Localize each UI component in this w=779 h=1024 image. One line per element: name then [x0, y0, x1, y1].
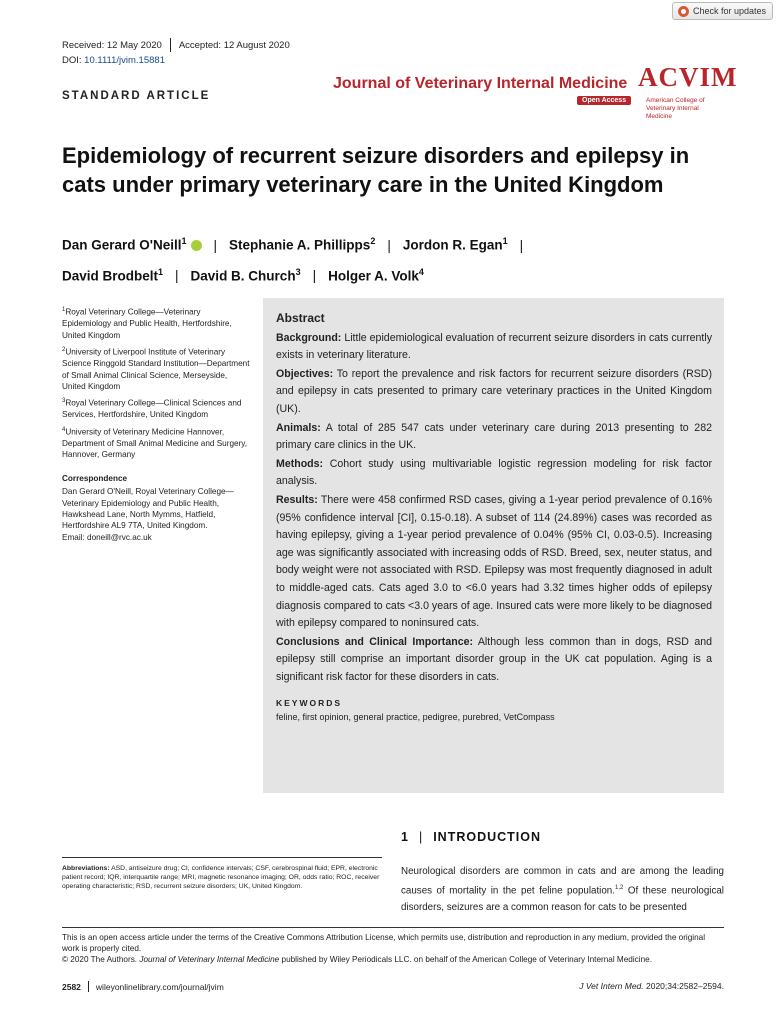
affiliations: [62, 305, 250, 543]
citation-volume: 2020;34:2582–2594.: [643, 981, 724, 991]
abstract-section: [276, 366, 712, 419]
introduction-paragraph: [401, 863, 724, 916]
author-affiliation-mark: 1: [158, 266, 164, 277]
abstract-section: [276, 330, 712, 365]
section-divider: |: [418, 830, 424, 844]
citation: [579, 981, 724, 992]
abstract-text: To report the prevalence and risk factors for recurrent seizure disorders (RSD) and epilepsy in cats presented to primary care veterinary practices in the United Kingdom (UK).: [276, 367, 712, 415]
author-affiliation-mark: 1: [181, 236, 187, 246]
abstract-label: Objectives:: [276, 367, 334, 380]
intro-text-start: Neurological disorders are common in cats and are among the leading causes of mortality in the pet feline population.: [401, 866, 724, 897]
check-for-updates-label: Check for updates: [692, 6, 766, 16]
section-title: INTRODUCTION: [433, 830, 542, 844]
journal-url[interactable]: wileyonlinelibrary.com/journal/jvim: [95, 981, 224, 992]
keywords-list: feline, first opinion, general practice, pedigree, purebred, VetCompass: [276, 712, 555, 723]
abstract-heading: Abstract: [276, 311, 325, 325]
crossmark-icon: [678, 6, 689, 17]
affiliation-item: [62, 396, 250, 421]
citation-journal: J Vet Intern Med.: [579, 981, 644, 991]
author-separator: |: [312, 268, 317, 283]
author-separator: |: [387, 237, 391, 253]
author-name: David B. Church: [190, 268, 296, 283]
abstract-section: [276, 456, 712, 491]
article-title: Epidemiology of recurrent seizure disorders and epilepsy in cats under primary veterinary care in the United Kingdom: [62, 143, 690, 197]
abstract-text: A total of 285 547 cats under veterinary care during 2013 presenting to 282 primary care clinics in the UK.: [276, 421, 712, 452]
footer-divider: [88, 981, 89, 992]
abstract-text: Cohort study using multivariable logistic regression modeling for risk factor analysis.: [276, 457, 712, 488]
copyright-suffix: published by Wiley Periodicals LLC. on behalf of the American College of Veterinary Internal Medicine.: [279, 955, 652, 964]
affiliation-item: [62, 425, 250, 461]
copyright-prefix: © 2020 The Authors.: [62, 955, 140, 964]
doi-link[interactable]: 10.1111/jvim.15881: [84, 55, 165, 66]
intro-text-end: Of these neurological disorders, seizures are a common reason for cats to be presented: [401, 885, 724, 914]
abbreviations-label: Abbreviations:: [62, 865, 110, 872]
abbreviations-text: ASD, antiseizure drug; CI, confidence intervals; CSF, cerebrospinal fluid; EPR, electronic patient record; IQR, interquartile range; MRI, magnetic resonance imaging; OR, odds ratio; ROC, receiver operating characteristic; RSD, recurrent seizure disorders; UK, United Kingdom.: [62, 865, 380, 891]
article-dates: [62, 38, 290, 52]
abstract-section: [276, 634, 712, 687]
orcid-icon[interactable]: [191, 240, 202, 251]
author-list: [62, 228, 722, 289]
abstract-box: [263, 298, 724, 793]
author-name: Stephanie A. Phillipps: [229, 237, 371, 253]
abstract-section: [276, 420, 712, 455]
check-for-updates-button[interactable]: [672, 2, 773, 20]
author-affiliation-mark: 4: [418, 266, 424, 277]
acvim-logo: ACVIM: [638, 62, 738, 92]
author-affiliation-mark: 3: [295, 266, 301, 277]
abstract-label: Methods:: [276, 457, 324, 470]
page-number: 2582: [62, 981, 81, 992]
author-separator: |: [519, 237, 524, 253]
abstract-label: Conclusions and Clinical Importance:: [276, 635, 474, 648]
doi-prefix: DOI:: [62, 55, 85, 66]
keywords-heading: KEYWORDS: [276, 698, 343, 709]
open-access-badge: Open Access: [577, 96, 631, 105]
license-text: This is an open access article under the terms of the Creative Commons Attribution License, which permits use, distribution and reproduction in any medium, provided the original work is properly cited.: [62, 933, 706, 953]
affiliation-number: 3: [62, 398, 66, 405]
correspondence-text: Dan Gerard O'Neill, Royal Veterinary College—Veterinary Epidemiology and Public Health, Hawkshead Lane, North Mymms, Hatfield, Hertfordshire AL9 7TA, United Kingdom.: [62, 487, 234, 531]
affiliation-text: University of Liverpool Institute of Veterinary Science Ringgold Standard Institution—Department of Small Animal Clinical Science, Merseyside, United Kingdom: [62, 347, 250, 391]
correspondence-heading: Correspondence: [62, 473, 128, 483]
received-date: Received: 12 May 2020: [62, 39, 162, 51]
citation-link[interactable]: 1,2: [614, 885, 624, 891]
doi-line: [62, 55, 165, 66]
affiliation-number: 1: [62, 307, 66, 313]
abstract-text: Little epidemiological evaluation of recurrent seizure disorders in cats currently exists in veterinary literature.: [276, 331, 712, 362]
author-name: Jordon R. Egan: [402, 237, 503, 253]
abstract-text: Although less common than in dogs, RSD and epilepsy still comprise an important disorder group in the UK cat population. Aging is a significant risk factor for these disorders in cats.: [276, 635, 712, 683]
copyright-line: [62, 954, 724, 965]
college-name: American College of Veterinary Internal Medicine: [646, 97, 705, 120]
article-type: STANDARD ARTICLE: [62, 90, 211, 102]
abstract-text: There were 458 confirmed RSD cases, giving a 1-year period prevalence of 0.16% (95% confidence interval [CI], 0.15-0.18). A subset of 114 (24.89%) cases was recorded as having epilepsy, giving a 1-year period prevalence of 0.04% (95% CI, 0.03-0.5). Increasing age was significantly associated with increasing odds of RSD. Breed, sex, neuter status, and body weight were not associated with RSD. Epilepsy was most frequently diagnosed in adult to middle-aged cats. Cats aged 3.0 to <6.0 years had 3.32 times higher odds of epilepsy diagnosis compared to cats <3.0 years of age. Insured cats were more likely to be diagnosed with epilepsy compared to noninsured cats.: [276, 493, 712, 630]
affiliation-text: Royal Veterinary College—Clinical Sciences and Services, Hertfordshire, United Kingdom: [62, 399, 242, 420]
abstract-section: [276, 492, 712, 633]
page-footer: [62, 981, 724, 992]
affiliation-number: 4: [62, 426, 66, 433]
abstract-label: Background:: [276, 331, 342, 344]
affiliation-text: University of Veterinary Medicine Hannover, Department of Small Animal Medicine and Surgery, Hannover, Germany: [62, 427, 248, 460]
license-notice: [62, 927, 724, 965]
author-affiliation-mark: 2: [370, 236, 376, 246]
author-separator: |: [175, 268, 179, 283]
section-heading-introduction: [401, 830, 541, 844]
author-name: Holger A. Volk: [328, 268, 419, 283]
section-number: 1: [401, 830, 409, 844]
author-affiliation-mark: 1: [502, 236, 508, 246]
accepted-date: Accepted: 12 August 2020: [178, 39, 290, 51]
copyright-journal: Journal of Veterinary Internal Medicine: [139, 955, 280, 964]
affiliation-number: 2: [62, 346, 66, 353]
abstract-label: Results:: [276, 493, 318, 506]
abstract-label: Animals:: [276, 421, 321, 434]
date-divider: [170, 38, 171, 52]
affiliation-item: [62, 345, 250, 392]
affiliation-item: [62, 305, 250, 341]
author-separator: |: [213, 237, 218, 253]
abbreviations-footnote: [62, 857, 382, 892]
affiliation-text: Royal Veterinary College—Veterinary Epidemiology and Public Health, Hertfordshire, United Kingdom: [62, 307, 232, 340]
correspondence-email[interactable]: Email: doneill@rvc.ac.uk: [62, 532, 152, 542]
author-name: Dan Gerard O'Neill: [62, 237, 182, 253]
journal-name: Journal of Veterinary Internal Medicine: [333, 75, 628, 92]
author-name: David Brodbelt: [62, 268, 159, 283]
